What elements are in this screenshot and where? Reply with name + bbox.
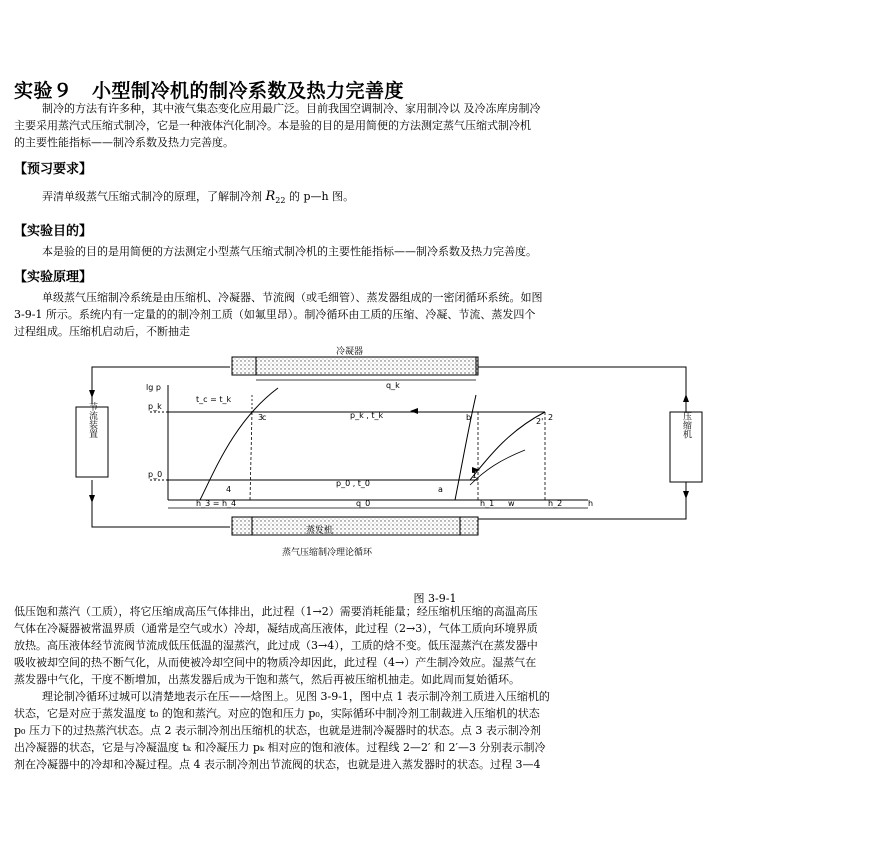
purpose-text: 本是验的目的是用简便的方法测定小型蒸气压缩式制冷机的主要性能指标——制冷系数及热力完善度。	[42, 245, 537, 258]
figure-caption: 图 3-9-1	[413, 592, 457, 605]
point-label-c: c	[262, 413, 267, 422]
piping-loop	[92, 367, 686, 527]
body-line: 理论制冷循环过城可以清楚地表示在压——焓图上。见图 3-9-1，图中点 1 表示制冷剂工质进入压缩机的	[42, 690, 550, 703]
compressor-label: 压缩机	[681, 411, 691, 439]
throttle-label: 节流装置	[87, 402, 97, 438]
intro-line: 制冷的方法有许多种，其中液气集态变化应用最广泛。目前我国空调制冷、家用制冷以 及冷冻库房制冷	[42, 102, 541, 115]
refrigeration-cycle-diagram	[0, 340, 870, 580]
p0-t0-label: p_0 , t_0	[336, 479, 371, 488]
tc-tk-label: t_c = t_k	[196, 395, 232, 404]
point-label-2: 2	[548, 413, 554, 422]
prep-text	[42, 188, 354, 209]
body-line: 剂在冷凝器中的冷却和冷凝过程。点 4 表示制冷剂出节流阀的状态，也就是进入蒸发器时的状态。过程 3—4	[14, 758, 541, 771]
principle-heading: 【实验原理】	[14, 270, 93, 285]
h2-label: h_2	[548, 499, 563, 508]
point-label-a: a	[438, 485, 443, 494]
condenser-label: 冷凝器	[336, 347, 364, 357]
prep-refrigerant: R	[265, 189, 276, 204]
prep-text-suffix: 的 p—h 图。	[288, 190, 355, 203]
point-label-4: 4	[226, 485, 232, 494]
prep-refrigerant-sub: 22	[275, 196, 286, 206]
process-3-4	[250, 412, 252, 500]
diagram-caption: 蒸气压缩制冷理论循环	[282, 548, 373, 558]
body-line: 吸收被却空间的热不断气化，从而使被冷却空间中的物质冷却因此，此过程（4→）产生制冷效应。湿蒸气在	[14, 656, 537, 669]
principle-paragraph	[14, 289, 744, 340]
pk-tk-label: p_k , t_k	[350, 411, 384, 420]
principle-line: 单级蒸气压缩制冷系统是由压缩机、冷凝器、节流阀（或毛细管）、蒸发器组成的一密闭循环系统。如图	[42, 291, 543, 304]
body-line: 蒸发器中气化，干度不断增加，出蒸发器后成为干饱和蒸气，然后再被压缩机抽走。如此周而复始循环。	[14, 673, 520, 686]
saturated-vapor-line	[455, 395, 476, 500]
prep-heading: 【预习要求】	[14, 162, 93, 177]
principle-line: 3-9-1 所示。系统内有一定量的的制冷剂工质（如氟里昂）。制冷循环由工质的压缩、冷凝、节流、蒸发四个	[14, 308, 536, 321]
body-line: 低压饱和蒸汽（工质），将它压缩成高压气体排出，此过程（1→2）需要消耗能量；经压缩机压缩的高温高压	[14, 605, 538, 618]
purpose-heading: 【实验目的】	[14, 224, 93, 239]
saturated-liquid-line	[200, 388, 278, 500]
condenser	[232, 357, 478, 375]
point-label-1: 1	[472, 471, 478, 480]
h3h4-label: h_3 = h_4	[196, 499, 237, 508]
intro-line: 的主要性能指标——制冷系数及热力完善度。	[14, 136, 234, 149]
point-label-b: b	[466, 413, 472, 422]
point-label-2-prime: 2'	[536, 417, 544, 426]
q0-label: q_0	[356, 499, 371, 508]
evaporator-label: 蒸发机	[306, 526, 334, 536]
pk-label: p_k	[148, 402, 162, 411]
body-line: p₀ 压力下的过热蒸汽状态。点 2 表示制冷剂出压缩机的状态，也就是进制冷凝器时的状态。点 3 表示制冷剂	[14, 724, 541, 737]
h-axis-label: h	[588, 499, 594, 508]
body-paragraph	[14, 603, 754, 773]
h1-label: h_1	[480, 499, 495, 508]
flow-arrows	[89, 390, 689, 503]
p0-label: p_0	[148, 470, 163, 479]
evaporator	[232, 517, 478, 535]
prep-text-prefix: 弄清单级蒸气压缩式制冷的原理，了解制冷剂	[42, 190, 262, 203]
process-1-2	[470, 412, 545, 480]
w-label: w	[508, 499, 515, 508]
body-line: 放热。高压液体经节流阀节流成低压低温的湿蒸汽，此过成（3→4），工质的焓不变。低压湿蒸汽在蒸发器中	[14, 639, 538, 652]
intro-line: 主要采用蒸汽式压缩式制冷，它是一种液体汽化制冷。本是验的目的是用简便的方法测定蒸气压缩式制冷机	[14, 119, 531, 132]
intro-paragraph	[14, 100, 744, 151]
point-label-3: 3	[258, 413, 264, 422]
body-line: 出冷凝器的状态，它是与冷凝温度 tₖ 和冷凝压力 pₖ 相对应的饱和液体。过程线 2—2′ 和 2′—3 分别表示制冷	[14, 741, 546, 754]
page-title: 实验９ 小型制冷机的制冷系数及热力完善度	[14, 80, 405, 102]
body-line: 状态，它是对应于蒸发温度 t₀ 的饱和蒸汽。对应的饱和压力 p₀，实际循环中制冷剂工制裁进入压缩机的状态	[14, 707, 540, 720]
qk-label: q_k	[386, 381, 400, 390]
body-line: 气体在冷凝器被常温界质（通常是空气或水）冷却，凝结成高压液体，此过程（2→3），气体工质向环境界质	[14, 622, 538, 635]
lgp-label: lg p	[146, 383, 161, 392]
principle-line: 过程组成。压缩机启动后，不断抽走	[14, 325, 190, 338]
